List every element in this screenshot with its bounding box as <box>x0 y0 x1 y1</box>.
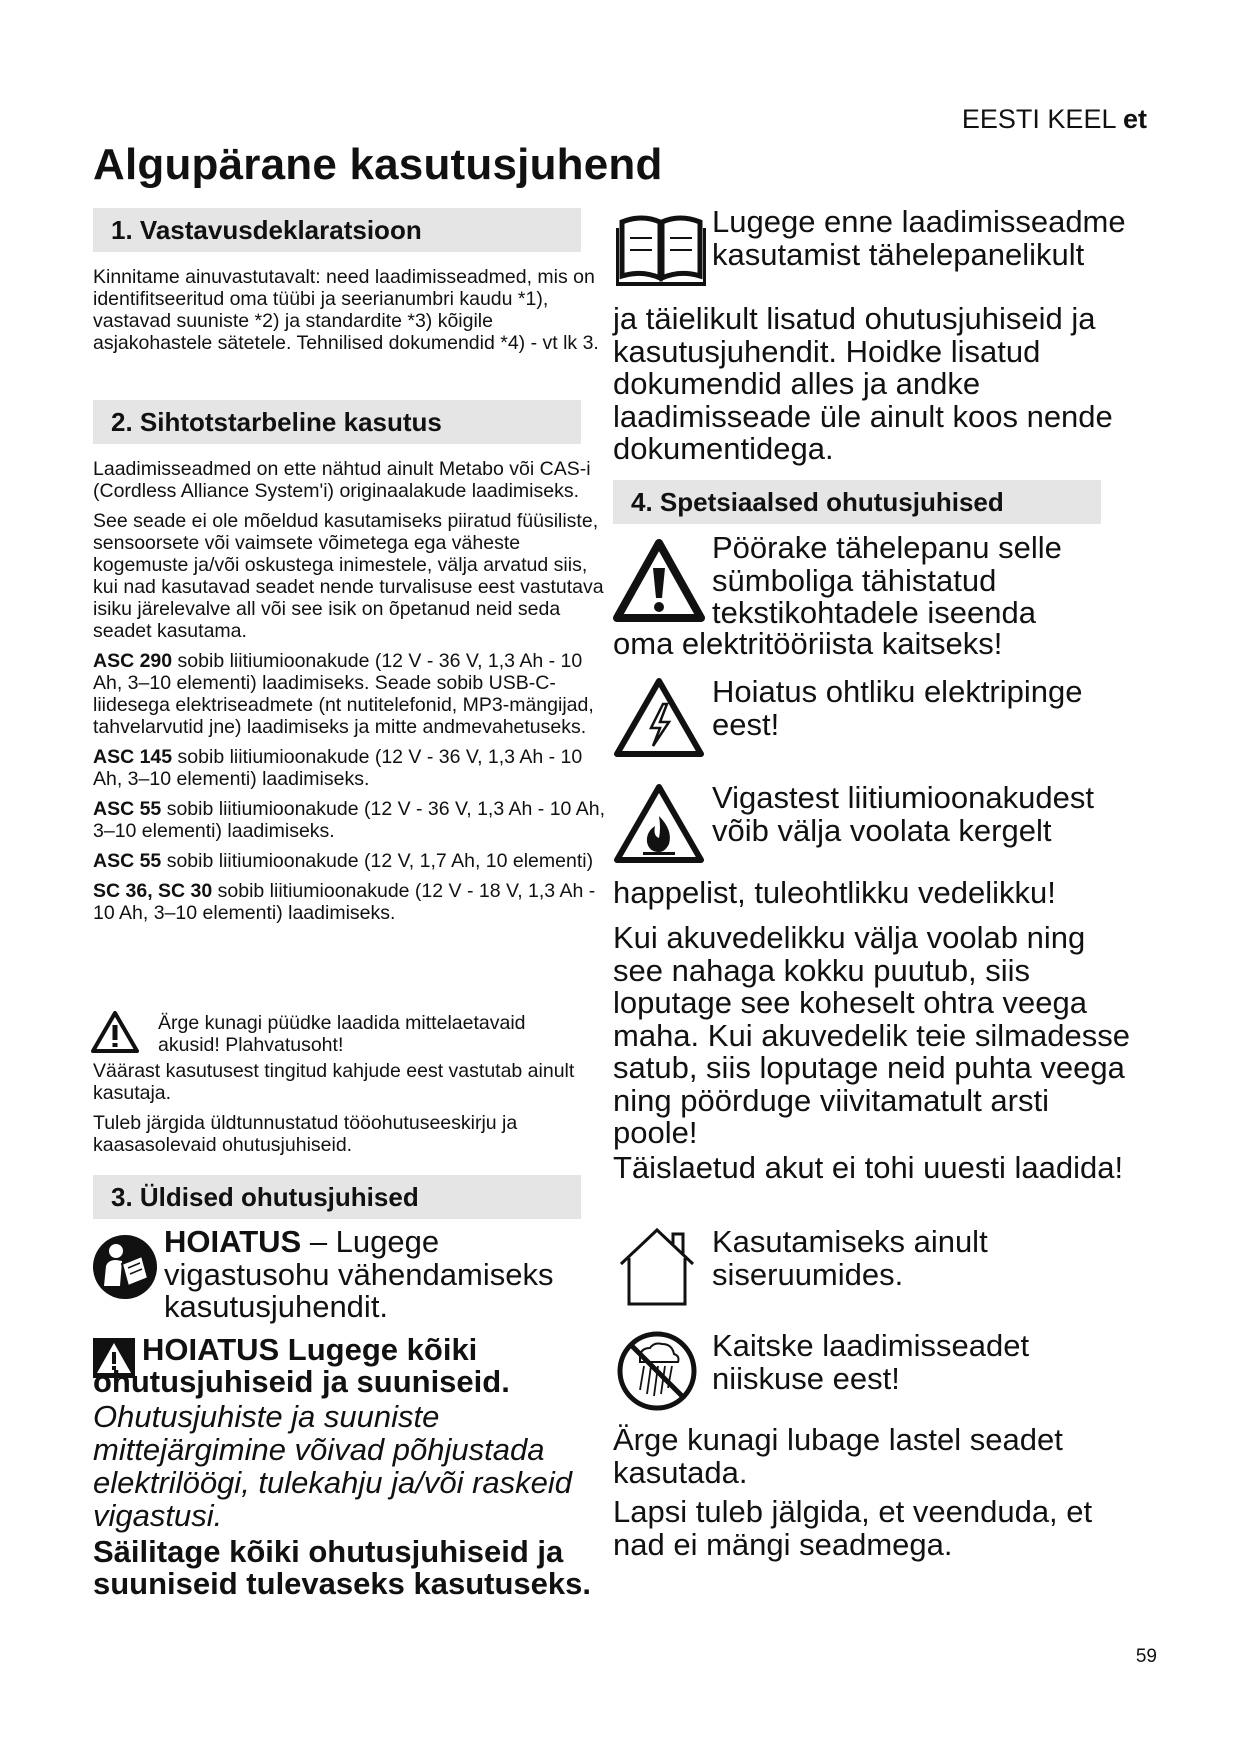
flammable-icon <box>613 782 705 866</box>
page-number: 59 <box>1135 1646 1157 1667</box>
battery-liquid-text: Kui akuvedelikku välja voolab ning see nahaga kokku puutub, siis loputage see koheselt ohtra veega maha. Kui akuvedelik teie silmadesse satub, siis loputage neid puhta veega ning pöörduge viivitamatult arsti poole! <box>613 920 1130 1150</box>
children-text-1: Ärge kunagi lubage lastel seadet kasutada. <box>613 1422 1063 1490</box>
model-asc55-b: ASC 55 sobib liitiumioonakude (12 V, 1,7 Ah, 10 elementi) <box>93 850 594 872</box>
hoiatus-read-manual: HOIATUS – Lugege vigastusohu vähendamiseks kasutusjuhendit. <box>164 1224 554 1324</box>
moisture-text: Kaitske laadimisseadet niiskuse eest! <box>712 1328 1030 1396</box>
no-moisture-icon <box>616 1330 698 1412</box>
section-1-heading: 1. Vastavusdeklaratsioon <box>93 208 581 252</box>
children-text-2: Lapsi tuleb jälgida, et veenduda, et nad ei mängi seadmega. <box>613 1494 1093 1562</box>
high-voltage-icon <box>613 676 705 760</box>
section-2-heading: 2. Sihtotstarbeline kasutus <box>93 400 581 444</box>
model-sc36-sc30: SC 36, SC 30 sobib liitiumioonakude (12 V - 18 V, 1,3 Ah - 10 Ah, 3–10 elementi) laadimiseks. <box>93 880 596 924</box>
model-asc55-a: ASC 55 sobib liitiumioonakude (12 V - 36 V, 1,3 Ah - 10 Ah, 3–10 elementi) laadimiseks. <box>93 798 606 842</box>
full-battery-text: Täislaetud akut ei tohi uuesti laadida! <box>613 1150 1124 1185</box>
fire-text-rest: happelist, tuleohtlikku vedelikku! <box>613 875 1056 910</box>
intro-text-first: Lugege enne laadimisseadme kasutamist tähelepanelikult <box>712 204 1126 272</box>
section-4-heading: 4. Spetsiaalsed ohutusjuhised <box>613 480 1101 524</box>
indoor-use-text: Kasutamiseks ainult siseruumides. <box>712 1224 988 1292</box>
read-manual-icon <box>92 1234 158 1300</box>
warning-triangle-icon <box>91 1010 139 1054</box>
hoiatus-read-all: HOIATUS Lugege kõiki ohutusjuhiseid ja suuniseid. <box>93 1332 510 1399</box>
voltage-warning-text: Hoiatus ohtliku elektripinge eest! <box>712 674 1083 742</box>
open-book-icon <box>616 208 706 288</box>
section-2-footer: Väärast kasutusest tingitud kahjude eest vastutab ainult kasutaja. Tuleb järgida üldtunnustatud tööohutuseeskirju ja kaasasolevaid ohutusjuhiseid. <box>93 1060 575 1156</box>
section-3-heading: 3. Üldised ohutusjuhised <box>93 1175 581 1219</box>
indoor-house-icon <box>615 1226 699 1306</box>
model-asc145: ASC 145 sobib liitiumioonakude (12 V - 36 V, 1,3 Ah - 10 Ah, 3–10 elementi) laadimiseks. <box>93 746 583 790</box>
model-asc290: ASC 290 sobib liitiumioonakude (12 V - 36 V, 1,3 Ah - 10 Ah, 3–10 elementi) laadimiseks. Seade sobib USB-C-liidesega elektriseadmete (nt nutitelefonid, MP3-mängijad, tahvelarvutid jne) laadimiseks ja mitte andmevahetuseks. <box>93 650 594 738</box>
keep-instructions-text: Säilitage kõiki ohutusjuhiseid ja suuniseid tulevaseks kasutuseks. <box>93 1534 591 1601</box>
page-title: Algupärane kasutusjuhend <box>93 140 663 189</box>
section-2-body: Laadimisseadmed on ette nähtud ainult Metabo või CAS-i (Cordless Alliance System'i) originaalakude laadimiseks. See seade ei ole mõeldud kasutamiseks piiratud füüsiliste, sensoorsete või vaimsete võimetega ega väheste kogemuste ja/või oskustega inimestele, välja arvatud siis, kui nad kasutavad seadet nende turvalisuse eest vastutava isiku järelevalve all või see isik on õpetanud neid seda seadet kasutama. ASC 290 sobib liitiumioonakude (12 V - 36 V, 1,3 Ah - 10 Ah, 3–10 elementi) laadimiseks. Seade sobib USB-C-liidesega elektriseadmete (nt nutitelefonid, MP3-mängijad, tahvelarvutid jne) laadimiseks ja mitte andmevahetuseks. ASC 145 sobib liitiumioonakude (12 V - 36 V, 1,3 Ah - 10 Ah, 3–10 elementi) laadimiseks. ASC 55 sobib liitiumioonakude (12 V - 36 V, 1,3 Ah - 10 Ah, 3–10 elementi) laadimiseks. ASC 55 sobib liitiumioonakude (12 V, 1,7 Ah, 10 elementi) SC 36, SC 30 sobib liitiumioonakude (12 V - 18 V, 1,3 Ah - 10 Ah, 3–10 elementi) laadimiseks. <box>93 458 608 932</box>
intro-text-rest: ja täielikult lisatud ohutusjuhiseid ja kasutusjuhendit. Hoidke lisatud dokumendid alles ja andke laadimisseade üle ainult koos nende dokumentidega. <box>613 301 1113 466</box>
warning-symbol-icon <box>613 538 705 624</box>
language-label: EESTI KEEL et <box>961 104 1147 134</box>
section-2-warning: Ärge kunagi püüdke laadida mittelaetavaid akusid! Plahvatusoht! <box>158 1012 526 1056</box>
symbol-text-rest: oma elektritööriista kaitseks! <box>613 626 1003 661</box>
fire-text-first: Vigastest liitiumioonakudest võib välja voolata kergelt <box>712 780 1094 848</box>
consequences-text: Ohutusjuhiste ja suuniste mittejärgimine võivad põhjustada elektrilöögi, tulekahju ja/või raskeid vigastusi. <box>93 1399 573 1533</box>
section-1-text: Kinnitame ainuvastutavalt: need laadimisseadmed, mis on identifitseeritud oma tüübi ja seerianumbri kaudu *1), vastavad suuniste *2) ja standardite *3) kõigile asjakohastele sätetele. Tehnilised dokumendid *4) - vt lk 3. <box>93 266 599 354</box>
symbol-text-first: Pöörake tähelepanu selle sümboliga tähistatud tekstikohtadele iseenda <box>712 530 1062 630</box>
